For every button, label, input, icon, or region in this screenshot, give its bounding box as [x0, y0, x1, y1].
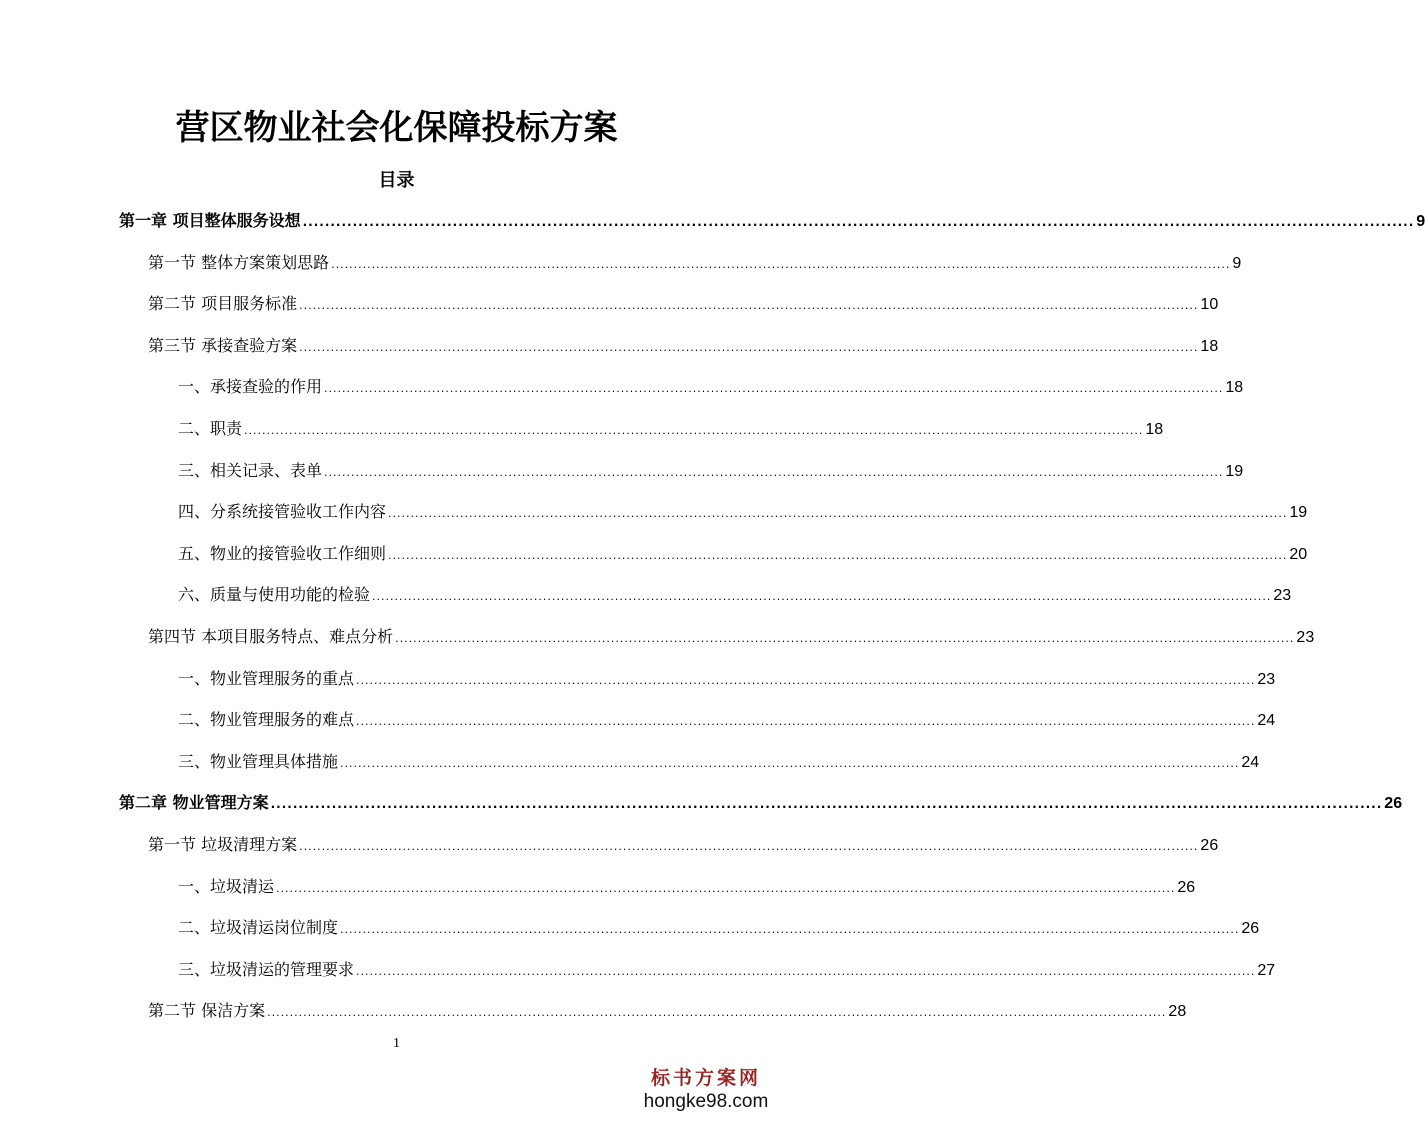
toc-entry-page-number: 28 — [1168, 1003, 1187, 1020]
toc-dot-leader: ........................................................................................................................................................................................................ — [244, 424, 1144, 437]
toc-dot-leader: ........................................................................................................................................................................................................ — [331, 258, 1231, 271]
toc-dot-leader: ........................................................................................................................................................................................................ — [388, 507, 1288, 520]
toc-subsection-entry[interactable] — [178, 458, 1244, 484]
toc-entry-page-number: 18 — [1225, 379, 1244, 396]
toc-entry-title: 第二节 保洁方案 — [148, 1001, 266, 1020]
toc-entry-page-number: 9 — [1232, 255, 1242, 272]
toc-entry-title: 三、物业管理具体措施 — [178, 752, 339, 771]
toc-entry-title: 六、质量与使用功能的检验 — [178, 585, 371, 604]
toc-entry-title: 四、分系统接管验收工作内容 — [178, 502, 387, 521]
toc-subsection-entry[interactable] — [178, 707, 1276, 733]
toc-section-entry[interactable] — [148, 832, 1219, 858]
toc-subsection-entry[interactable] — [178, 541, 1308, 567]
toc-entry-page-number: 24 — [1257, 712, 1276, 729]
toc-subsection-entry[interactable] — [178, 582, 1292, 608]
toc-dot-leader: ........................................................................................................................................................................................................ — [388, 549, 1288, 562]
toc-entry-title: 第二章 物业管理方案 — [119, 793, 269, 812]
toc-entry-page-number: 18 — [1200, 338, 1219, 355]
toc-section-entry[interactable] — [148, 250, 1242, 276]
toc-entry-title: 第一章 项目整体服务设想 — [119, 211, 301, 230]
toc-dot-leader: ........................................................................................................................................................................................................ — [324, 466, 1224, 479]
toc-entry-page-number: 24 — [1241, 754, 1260, 771]
toc-entry-page-number: 20 — [1289, 546, 1308, 563]
toc-subsection-entry[interactable] — [178, 749, 1260, 775]
toc-section-entry[interactable] — [148, 291, 1219, 317]
toc-entry-page-number: 19 — [1289, 504, 1308, 521]
toc-dot-leader: ........................................................................................................................................................................................................ — [340, 757, 1240, 770]
toc-entry-title: 一、物业管理服务的重点 — [178, 669, 355, 688]
toc-entry-title: 五、物业的接管验收工作细则 — [178, 544, 387, 563]
toc-entry-title: 三、相关记录、表单 — [178, 461, 323, 480]
toc-subsection-entry[interactable] — [178, 957, 1276, 983]
toc-subsection-entry[interactable] — [178, 374, 1244, 400]
toc-entry-title: 一、垃圾清运 — [178, 877, 275, 896]
toc-entry-page-number: 23 — [1296, 629, 1315, 646]
toc-dot-leader: ........................................................................................................................................................................................................ — [276, 882, 1176, 895]
toc-entry-page-number: 26 — [1384, 795, 1403, 812]
toc-entry-page-number: 10 — [1200, 296, 1219, 313]
toc-entry-title: 第三节 承接查验方案 — [148, 336, 298, 355]
toc-entry-page-number: 26 — [1200, 837, 1219, 854]
toc-entry-title: 二、职责 — [178, 419, 243, 438]
toc-entry-title: 二、物业管理服务的难点 — [178, 710, 355, 729]
toc-entry-title: 第一节 整体方案策划思路 — [148, 253, 330, 272]
toc-entry-title: 二、垃圾清运岗位制度 — [178, 918, 339, 937]
toc-section-entry[interactable] — [148, 998, 1187, 1024]
toc-entry-page-number: 19 — [1225, 463, 1244, 480]
toc-subsection-entry[interactable] — [178, 915, 1260, 941]
toc-dot-leader: ........................................................................................................................................................................................................ — [299, 341, 1199, 354]
toc-dot-leader: ........................................................................................................................................................................................................ — [356, 715, 1256, 728]
toc-subsection-entry[interactable] — [178, 874, 1196, 900]
toc-dot-leader: ........................................................................................................................................................................................................ — [267, 1006, 1167, 1019]
toc-dot-leader: ........................................................................................................................................................................................................ — [302, 215, 1415, 229]
toc-dot-leader: ........................................................................................................................................................................................................ — [356, 965, 1256, 978]
toc-dot-leader: ........................................................................................................................................................................................................ — [395, 632, 1295, 645]
toc-entry-page-number: 9 — [1416, 213, 1425, 230]
toc-dot-leader: ........................................................................................................................................................................................................ — [340, 923, 1240, 936]
toc-dot-leader: ........................................................................................................................................................................................................ — [270, 797, 1383, 811]
toc-subsection-entry[interactable] — [178, 666, 1276, 692]
toc-entry-page-number: 26 — [1177, 879, 1196, 896]
toc-chapter-entry[interactable] — [119, 790, 1403, 816]
toc-dot-leader: ........................................................................................................................................................................................................ — [299, 299, 1199, 312]
toc-entry-title: 第四节 本项目服务特点、难点分析 — [148, 627, 394, 646]
toc-heading: 目录 — [378, 170, 415, 191]
toc-dot-leader: ........................................................................................................................................................................................................ — [356, 674, 1256, 687]
watermark-logo — [631, 1066, 781, 1114]
watermark-text-url: hongke98.com — [643, 1091, 769, 1112]
toc-entry-page-number: 27 — [1257, 962, 1276, 979]
page-number: 1 — [393, 1036, 400, 1051]
toc-dot-leader: ........................................................................................................................................................................................................ — [299, 840, 1199, 853]
toc-entry-page-number: 18 — [1145, 421, 1164, 438]
toc-dot-leader: ........................................................................................................................................................................................................ — [372, 590, 1272, 603]
toc-entry-title: 三、垃圾清运的管理要求 — [178, 960, 355, 979]
toc-section-entry[interactable] — [148, 624, 1315, 650]
toc-section-entry[interactable] — [148, 333, 1219, 359]
toc-entry-title: 一、承接查验的作用 — [178, 377, 323, 396]
toc-chapter-entry[interactable] — [119, 208, 1425, 234]
watermark-text-cn: 标书方案网 — [650, 1067, 761, 1089]
toc-entry-page-number: 26 — [1241, 920, 1260, 937]
toc-subsection-entry[interactable] — [178, 416, 1164, 442]
toc-subsection-entry[interactable] — [178, 499, 1308, 525]
toc-entry-page-number: 23 — [1257, 671, 1276, 688]
toc-entry-title: 第一节 垃圾清理方案 — [148, 835, 298, 854]
toc-entry-title: 第二节 项目服务标准 — [148, 294, 298, 313]
document-title: 营区物业社会化保障投标方案 — [175, 108, 618, 148]
toc-dot-leader: ........................................................................................................................................................................................................ — [324, 382, 1224, 395]
toc-entry-page-number: 23 — [1273, 587, 1292, 604]
